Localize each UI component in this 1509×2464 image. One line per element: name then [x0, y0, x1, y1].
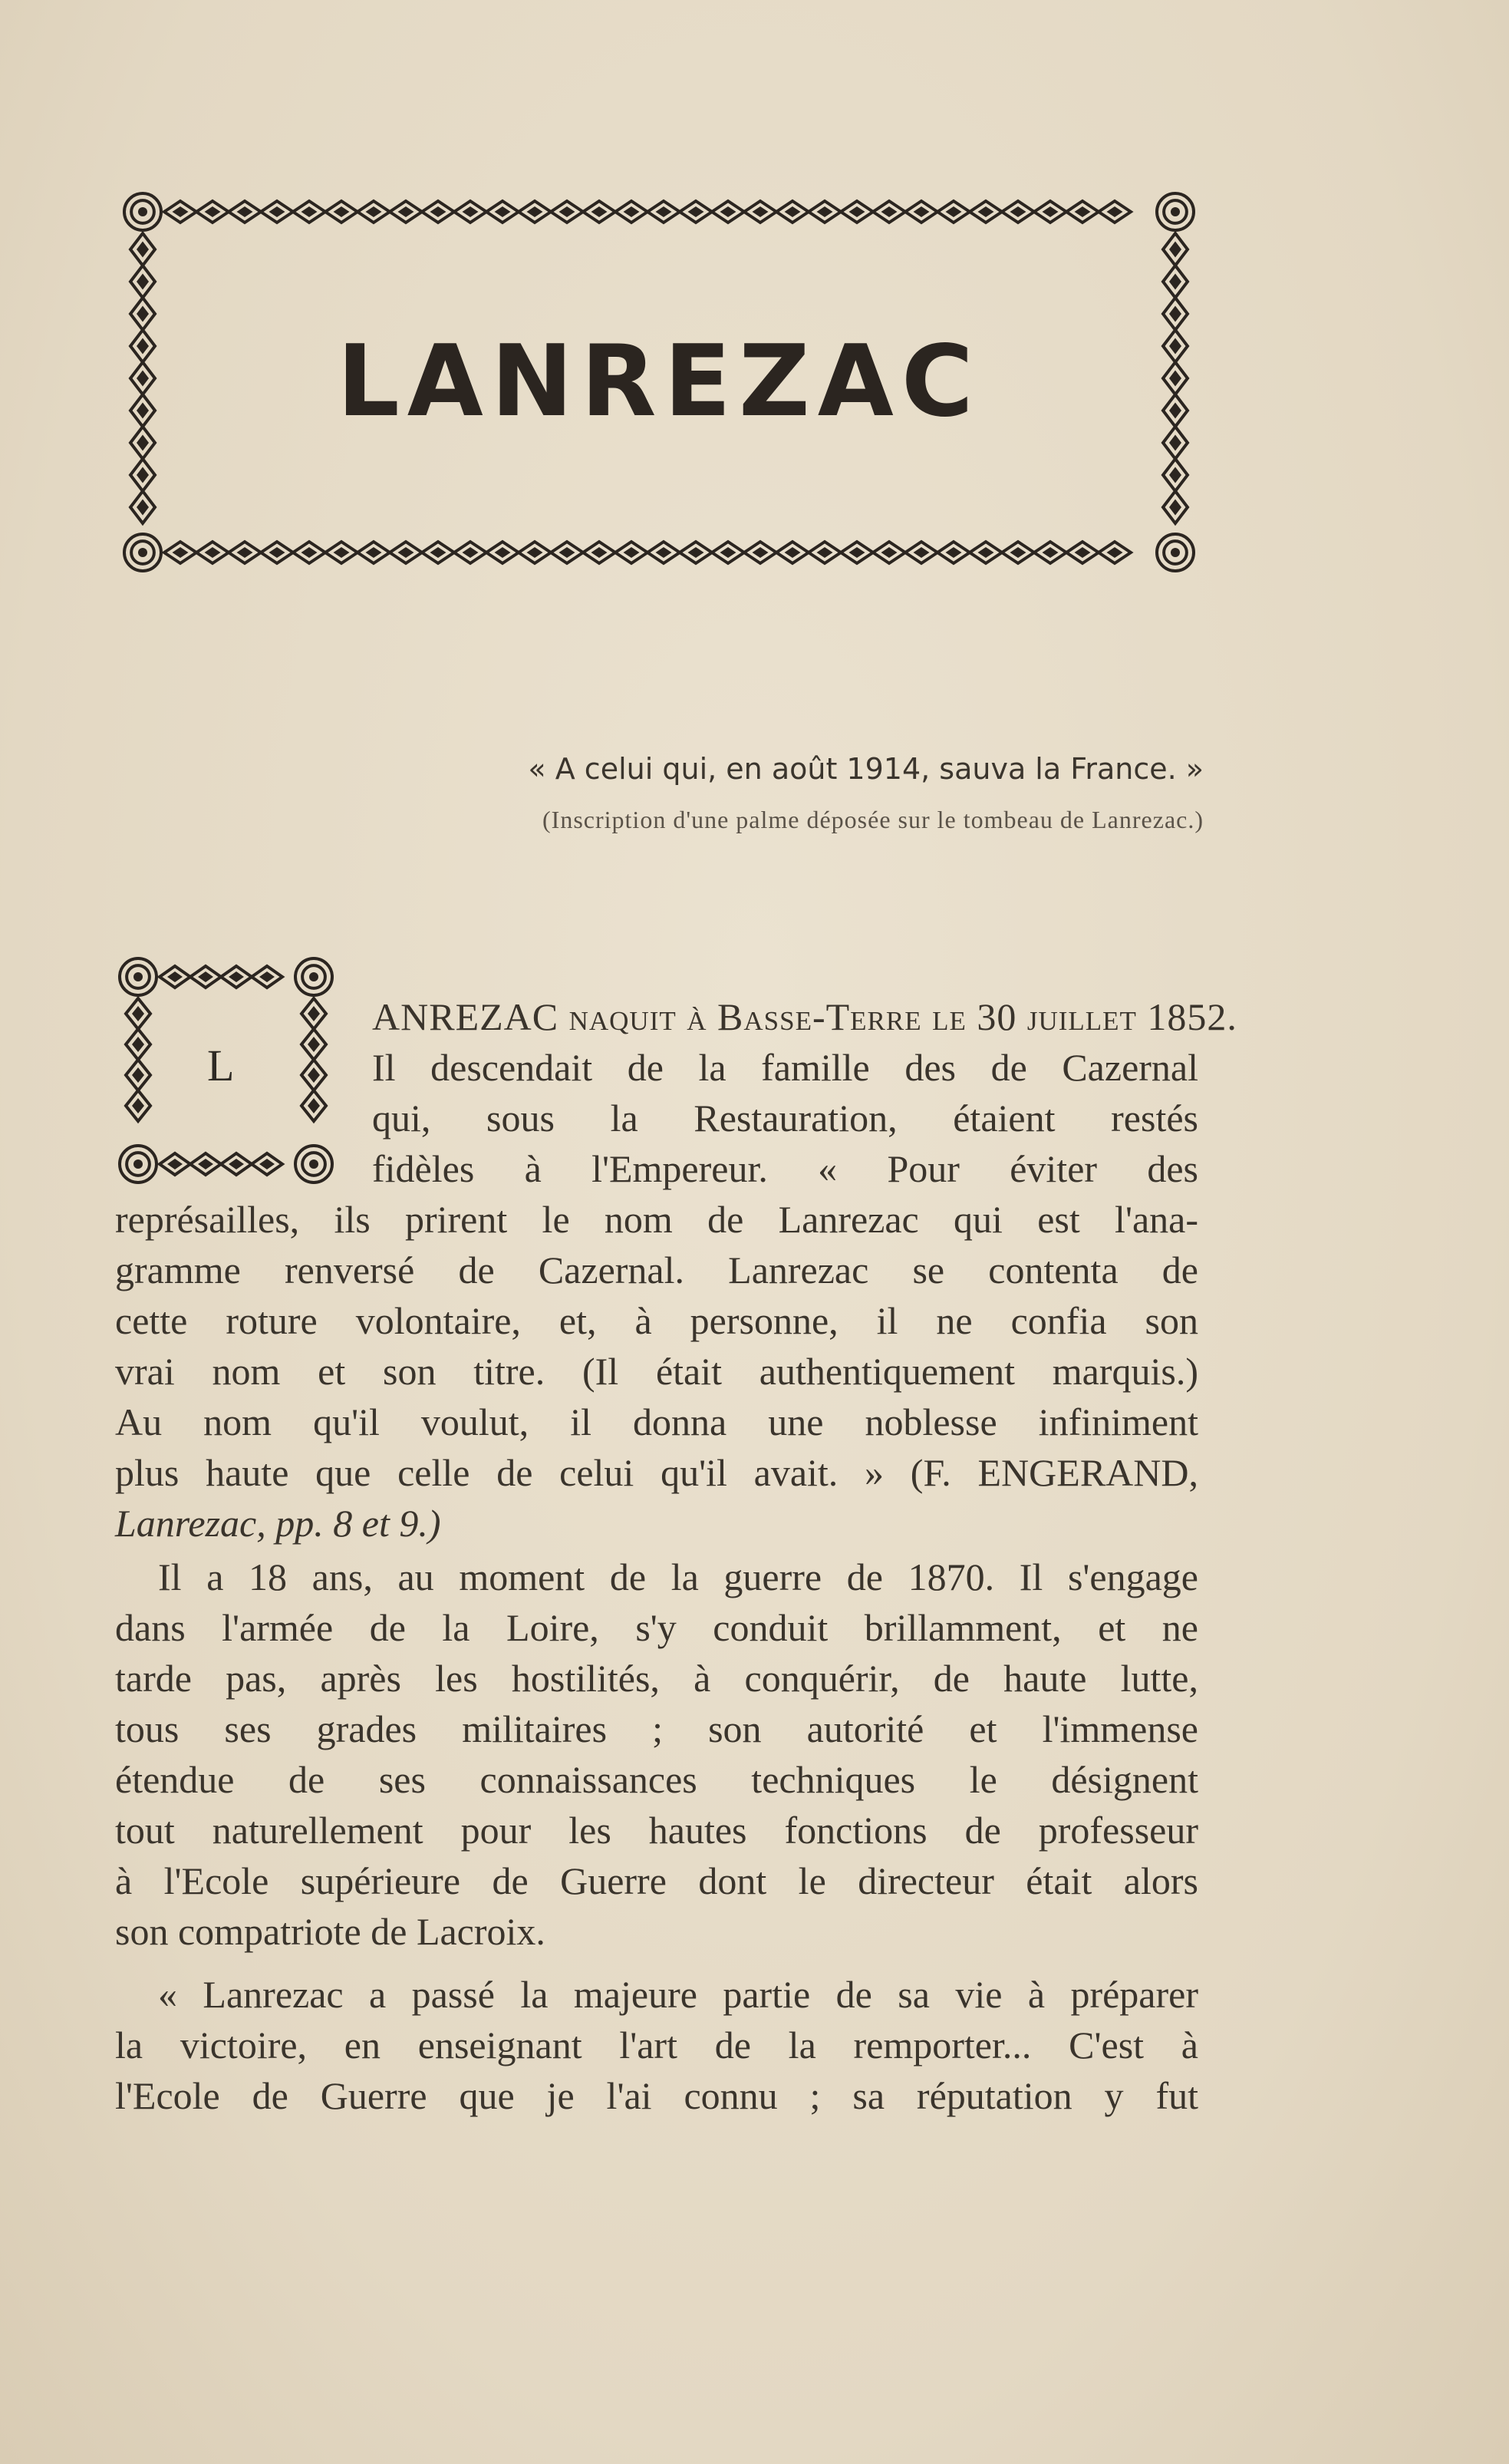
chain-link-ornament [130, 233, 155, 266]
chain-link-ornament [252, 966, 282, 988]
chain-link-ornament [422, 201, 454, 223]
text-line: tout naturellement pour les hautes fonctions de professeur [115, 1809, 1198, 1852]
paragraph-1 [115, 1194, 1198, 1549]
roundel-ornament [295, 1146, 332, 1183]
roundel-ornament [124, 193, 161, 230]
dropcap-letter: L [207, 1041, 235, 1090]
text-line: Au nom qu'il voulut, il donna une noblesse infiniment [115, 1400, 1198, 1443]
text-line: fidèles à l'Empereur. « Pour éviter des [372, 1147, 1198, 1190]
text-line: gramme renversé de Cazernal. Lanrezac se contenta de [115, 1248, 1198, 1291]
chain-link-ornament [647, 201, 680, 223]
paragraph-3 [115, 1969, 1198, 2121]
text-line: dans l'armée de la Loire, s'y conduit brillamment, et ne [115, 1606, 1198, 1649]
chain-link-ornament [390, 201, 422, 223]
chain-link-ornament [519, 201, 551, 223]
chain-link-ornament [809, 201, 841, 223]
chain-link-ornament [680, 542, 712, 563]
text-line: « Lanrezac a passé la majeure partie de sa vie à préparer [158, 1973, 1198, 2016]
text-line: la victoire, en enseignant l'art de la remporter... C'est à [115, 2024, 1198, 2067]
chain-link-ornament [454, 542, 486, 563]
chain-link-ornament [873, 542, 905, 563]
chain-link-ornament [252, 1153, 282, 1175]
chain-link-ornament [1066, 542, 1099, 563]
chain-link-ornament [519, 542, 551, 563]
paragraph-2 [115, 1552, 1198, 1957]
chain-link-ornament [1034, 201, 1066, 223]
chain-link-ornament [160, 966, 190, 988]
chain-link-ornament [190, 1153, 221, 1175]
chain-link-ornament [325, 201, 357, 223]
chain-link-ornament [583, 201, 615, 223]
roundel-ornament [295, 958, 332, 995]
chain-link-ornament [325, 542, 357, 563]
chain-link-ornament [164, 201, 196, 223]
chain-link-ornament [551, 201, 583, 223]
chain-link-ornament [261, 201, 293, 223]
chain-link-ornament [809, 542, 841, 563]
chain-link-ornament [454, 201, 486, 223]
chain-link-ornament [261, 542, 293, 563]
chain-link-ornament [744, 542, 776, 563]
chain-link-ornament [422, 542, 454, 563]
roundel-ornament [120, 958, 157, 995]
chain-link-ornament [301, 998, 326, 1029]
text-line: tous ses grades militaires ; son autorité et l'immense [115, 1707, 1198, 1750]
chain-link-ornament [126, 1029, 150, 1060]
chain-link-ornament [229, 201, 261, 223]
chain-link-ornament [905, 201, 937, 223]
roundel-ornament [124, 534, 161, 571]
chain-link-ornament [229, 542, 261, 563]
epigraph: « A celui qui, en août 1914, sauva la France. » [528, 752, 1204, 786]
chain-link-ornament [196, 542, 229, 563]
chain-link-ornament [130, 459, 155, 491]
opening-lines [372, 991, 1237, 1194]
chain-link-ornament [776, 542, 809, 563]
roundel-ornament [1157, 534, 1194, 571]
text-line: représailles, ils prirent le nom de Lanrezac qui est l'ana- [115, 1198, 1198, 1241]
chapter-title: LANREZAC [337, 325, 981, 439]
chain-link-ornament [647, 542, 680, 563]
text-line: à l'Ecole supérieure de Guerre dont le directeur était alors [115, 1859, 1198, 1902]
text-line: cette roture volontaire, et, à personne, il ne confia son [115, 1299, 1198, 1342]
chain-link-ornament [937, 201, 970, 223]
chain-link-ornament [293, 542, 325, 563]
roundel-ornament [120, 1146, 157, 1183]
chain-link-ornament [970, 201, 1002, 223]
chain-link-ornament [937, 542, 970, 563]
chain-link-ornament [196, 201, 229, 223]
chain-link-ornament [776, 201, 809, 223]
chain-link-ornament [841, 201, 873, 223]
roundel-ornament [1157, 193, 1194, 230]
chain-link-ornament [873, 201, 905, 223]
chain-link-ornament [1163, 491, 1188, 523]
chain-link-ornament [126, 1060, 150, 1090]
chain-link-ornament [486, 542, 519, 563]
chain-link-ornament [130, 491, 155, 523]
chain-link-ornament [357, 542, 390, 563]
ornamental-frame [121, 190, 1197, 574]
text-line: Il descendait de la famille des de Cazernal [372, 1046, 1198, 1089]
text-line: Il a 18 ans, au moment de la guerre de 1870. Il s'engage [158, 1555, 1198, 1598]
chain-link-ornament [301, 1029, 326, 1060]
text-line: l'Ecole de Guerre que je l'ai connu ; sa réputation y fut [115, 2074, 1198, 2117]
chain-link-ornament [583, 542, 615, 563]
text-line: vrai nom et son titre. (Il était authentiquement marquis.) [115, 1350, 1198, 1393]
text-line: tarde pas, après les hostilités, à conquérir, de haute lutte, [115, 1657, 1198, 1700]
inscription-note: (Inscription d'une palme déposée sur le tombeau de Lanrezac.) [542, 806, 1204, 833]
dropcap-ornament [117, 955, 335, 1186]
chain-link-ornament [970, 542, 1002, 563]
text-line: étendue de ses connaissances techniques le désignent [115, 1758, 1198, 1801]
chain-link-ornament [1163, 266, 1188, 298]
chain-link-ornament [615, 542, 647, 563]
chain-link-ornament [1002, 542, 1034, 563]
chain-link-ornament [744, 201, 776, 223]
chain-link-ornament [680, 201, 712, 223]
text-line: ANREZAC naquit à Basse-Terre le 30 juillet 1852. [372, 995, 1237, 1038]
chain-link-ornament [357, 201, 390, 223]
chain-link-ornament [293, 201, 325, 223]
chain-link-ornament [190, 966, 221, 988]
chain-link-ornament [221, 966, 252, 988]
chain-link-ornament [1002, 201, 1034, 223]
chain-link-ornament [130, 266, 155, 298]
text-line: plus haute que celle de celui qu'il avait. » (F. ENGERAND, [115, 1451, 1198, 1494]
chain-link-ornament [126, 1090, 150, 1121]
chain-link-ornament [221, 1153, 252, 1175]
chain-link-ornament [712, 542, 744, 563]
chain-link-ornament [905, 542, 937, 563]
chain-link-ornament [164, 542, 196, 563]
chain-link-ornament [486, 201, 519, 223]
chain-link-ornament [1066, 201, 1099, 223]
chain-link-ornament [1099, 542, 1131, 563]
chain-link-ornament [1034, 542, 1066, 563]
chain-link-ornament [1163, 459, 1188, 491]
chain-link-ornament [712, 201, 744, 223]
chain-link-ornament [126, 998, 150, 1029]
chain-link-ornament [301, 1090, 326, 1121]
chain-link-ornament [160, 1153, 190, 1175]
chain-link-ornament [390, 542, 422, 563]
chain-link-ornament [1163, 233, 1188, 266]
chain-link-ornament [841, 542, 873, 563]
chain-link-ornament [1099, 201, 1131, 223]
chain-link-ornament [615, 201, 647, 223]
chain-link-ornament [301, 1060, 326, 1090]
chain-link-ornament [551, 542, 583, 563]
text-line: son compatriote de Lacroix. [115, 1910, 545, 1953]
text-line: qui, sous la Restauration, étaient restés [372, 1097, 1198, 1140]
text-line: Lanrezac, pp. 8 et 9.) [115, 1502, 441, 1545]
